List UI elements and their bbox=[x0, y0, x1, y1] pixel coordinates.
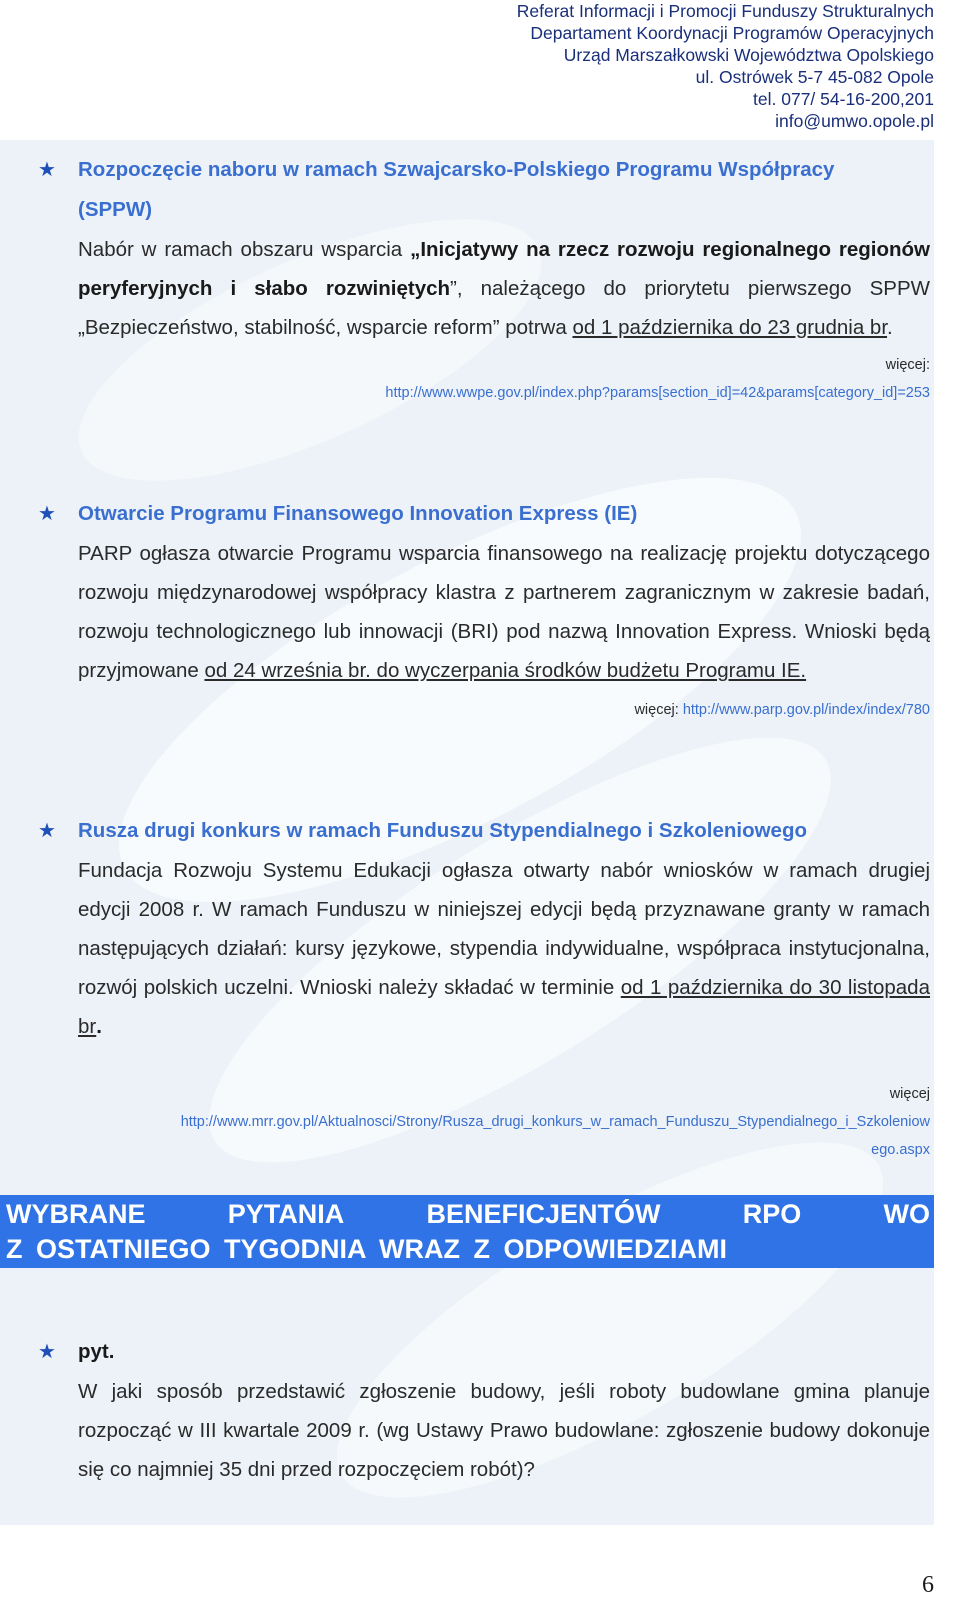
news-item-sppw bbox=[38, 150, 930, 407]
section-banner bbox=[0, 1195, 934, 1268]
more-link[interactable]: http://www.parp.gov.pl/index/index/780 bbox=[682, 702, 930, 718]
question-text: W jaki sposób przedstawić zgłoszenie budowy, jeśli roboty budowlane gmina planuje rozpocząć w III kwartale 2009 r. (wg Ustawy Prawo budowlane: zgłoszenie budowy dokonuje się co najmniej 35 dni przed rozpoczęciem robót)? bbox=[78, 1380, 930, 1481]
letterhead-line: Departament Koordynacji Programów Operacyjnych bbox=[530, 23, 934, 43]
banner-word: WO bbox=[883, 1199, 930, 1229]
more-info bbox=[78, 351, 930, 407]
more-label: więcej: bbox=[885, 357, 930, 373]
banner-word: BENEFICJENTÓW bbox=[426, 1199, 661, 1229]
more-label: więcej bbox=[889, 1086, 930, 1102]
letterhead-email[interactable]: info@umwo.opole.pl bbox=[775, 111, 934, 131]
more-link[interactable]: http://www.mrr.gov.pl/Aktualnosci/Strony/Rusza_drugi_konkurs_w_ramach_Funduszu_Stypendialnego_i_Szkoleniow bbox=[180, 1114, 930, 1130]
news-text: PARP ogłasza otwarcie Programu wsparcia finansowego na realizację projektu dotyczącego rozwoju międzynarodowej współpracy klastra z partnerem zagranicznym w zakresie badań, rozwoju technologicznego lub innowacji (BRI) pod nazwą Innovation Express. Wnioski będą przyjmowane od 24 września br. do wyczerpania środków budżetu Programu IE. bbox=[78, 542, 930, 682]
news-text: Fundacja Rozwoju Systemu Edukacji ogłasza otwarty nabór wniosków w ramach drugiej edycji 2008 r. W ramach Funduszu w niniejszej edycji będą przyznawane granty w ramach następujących działań: kursy językowe, stypendia indywidualne, współpraca instytucjonalna, rozwój polskich uczelni. Wnioski należy składać w terminie od 1 października do 30 listopada br. bbox=[78, 859, 930, 1038]
star-bullet-icon: ★ bbox=[38, 159, 56, 181]
page-number: 6 bbox=[922, 1572, 934, 1598]
star-bullet-icon: ★ bbox=[38, 1341, 56, 1363]
question-label: pyt. bbox=[78, 1340, 115, 1363]
banner-line-2: Z OSTATNIEGO TYGODNIA WRAZ Z ODPOWIEDZIAMI bbox=[6, 1234, 727, 1264]
news-text: Nabór w ramach obszaru wsparcia „Inicjatywy na rzecz rozwoju regionalnego regionów peryferyjnych i słabo rozwiniętych”, należącego do priorytetu pierwszego SPPW „Bezpieczeństwo, stabilność, wsparcie reform” potrwa od 1 października do 23 grudnia br. bbox=[78, 238, 930, 339]
banner-word: WYBRANE bbox=[6, 1199, 146, 1229]
news-title: Rozpoczęcie naboru w ramach Szwajcarsko-Polskiego Programu Współpracy (SPPW) bbox=[78, 158, 835, 221]
star-bullet-icon: ★ bbox=[38, 503, 56, 525]
more-info bbox=[78, 1080, 930, 1164]
more-link-continuation[interactable]: ego.aspx bbox=[871, 1142, 930, 1158]
news-title: Otwarcie Programu Finansowego Innovation Express (IE) bbox=[78, 502, 638, 525]
deadline-text: od 1 października do 30 listopada br bbox=[78, 976, 930, 1038]
letterhead-line: Urząd Marszałkowski Województwa Opolskiego bbox=[563, 45, 934, 65]
news-item-innovation-express bbox=[38, 494, 930, 724]
more-info bbox=[78, 696, 930, 724]
star-bullet-icon: ★ bbox=[38, 820, 56, 842]
letterhead-line: tel. 077/ 54-16-200,201 bbox=[753, 89, 934, 109]
letterhead-line: ul. Ostrówek 5-7 45-082 Opole bbox=[695, 67, 934, 87]
news-item-fundusz-stypendialny bbox=[38, 811, 930, 1164]
question-item bbox=[38, 1332, 930, 1489]
letterhead-line: Referat Informacji i Promocji Funduszy Strukturalnych bbox=[516, 1, 934, 21]
banner-word: PYTANIA bbox=[227, 1199, 345, 1229]
deadline-text: od 24 września br. do wyczerpania środków budżetu Programu IE. bbox=[204, 659, 807, 682]
news-title: Rusza drugi konkurs w ramach Funduszu Stypendialnego i Szkoleniowego bbox=[78, 819, 807, 842]
more-link[interactable]: http://www.wwpe.gov.pl/index.php?params[section_id]=42&params[category_id]=253 bbox=[385, 385, 930, 401]
banner-word: RPO bbox=[742, 1199, 802, 1229]
letterhead bbox=[517, 0, 934, 132]
more-label: więcej: bbox=[634, 702, 683, 718]
deadline-text: od 1 października do 23 grudnia br bbox=[572, 316, 888, 339]
